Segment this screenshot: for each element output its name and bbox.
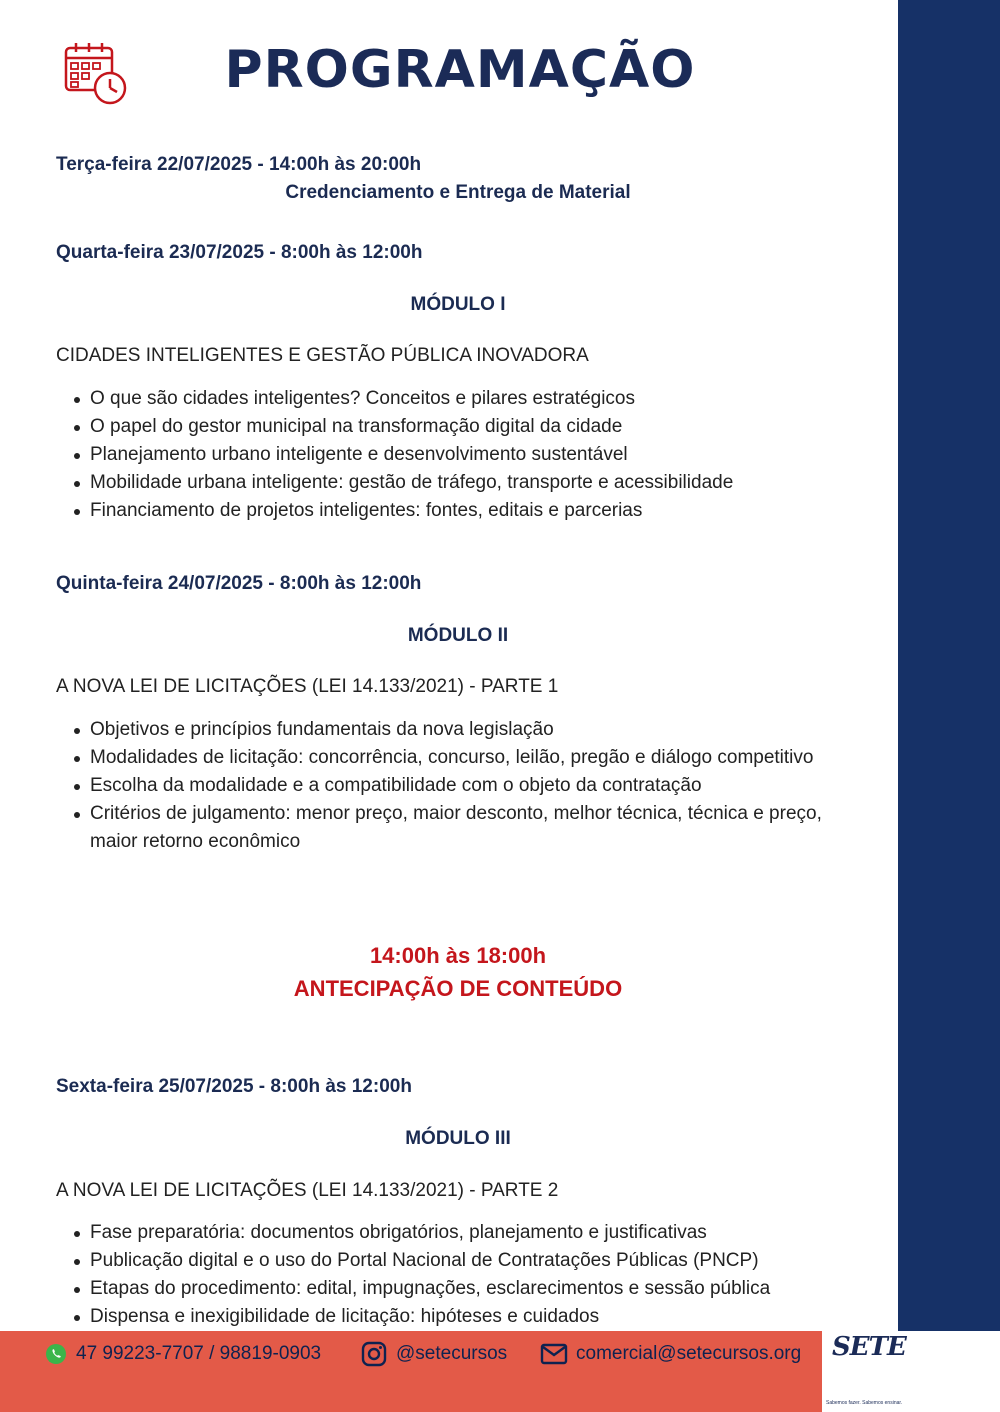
day1-subtitle: Credenciamento e Entrega de Material [285,182,631,203]
list-item: Publicação digital e o uso do Portal Nacional de Contratações Públicas (PNCP) [56,1247,876,1275]
list-item: Financiamento de projetos inteligentes: fontes, editais e parcerias [56,497,876,525]
list-item: Planejamento urbano inteligente e desenvolvimento sustentável [56,441,876,469]
afternoon-title: ANTECIPAÇÃO DE CONTEÚDO [293,976,623,1001]
day3-topic: A NOVA LEI DE LICITAÇÕES (LEI 14.133/2021) - PARTE 1 [56,676,559,697]
instagram-text: @setecursos [396,1343,508,1364]
day1-heading: Terça-feira 22/07/2025 - 14:00h às 20:00h [56,154,422,175]
footer-instagram[interactable] [360,1336,507,1372]
day2-topic: CIDADES INTELIGENTES E GESTÃO PÚBLICA INOVADORA [56,345,589,366]
list-item: Etapas do procedimento: edital, impugnações, esclarecimentos e sessão pública [56,1275,876,1303]
day2-module: MÓDULO I [410,294,506,315]
day3-heading: Quinta-feira 24/07/2025 - 8:00h às 12:00h [56,573,422,594]
list-item: Mobilidade urbana inteligente: gestão de tráfego, transporte e acessibilidade [56,469,876,497]
day4-heading: Sexta-feira 25/07/2025 - 8:00h às 12:00h [56,1076,412,1097]
calendar-clock-icon [62,40,130,108]
whatsapp-icon [44,1342,68,1366]
list-item: Fase preparatória: documentos obrigatórios, planejamento e justificativas [56,1219,876,1247]
email-icon [540,1343,568,1365]
list-item: Dispensa e inexigibilidade de licitação: hipóteses e cuidados [56,1303,876,1331]
list-item: Modalidades de licitação: concorrência, concurso, leilão, pregão e diálogo competitivo [56,744,856,772]
footer-email[interactable] [540,1336,801,1372]
right-accent-bar [898,0,1000,1412]
day2-item-list [56,385,876,525]
list-item: Objetivos e princípios fundamentais da nova legislação [56,716,856,744]
day4-item-list [56,1219,876,1331]
day3-item-list [56,716,856,856]
footer-phone[interactable] [44,1336,321,1372]
instagram-icon [360,1340,388,1368]
day3-module: MÓDULO II [407,625,509,646]
list-item: Critérios de julgamento: menor preço, maior desconto, melhor técnica, técnica e preço, maior retorno econômico [56,800,856,856]
page-title: PROGRAMAÇÃO [224,40,696,100]
logo-slogan: Sabemos fazer. Sabemos ensinar. [826,1400,903,1406]
list-item: O que são cidades inteligentes? Conceitos e pilares estratégicos [56,385,876,413]
day4-topic: A NOVA LEI DE LICITAÇÕES (LEI 14.133/2021) - PARTE 2 [56,1180,559,1201]
afternoon-time: 14:00h às 18:00h [369,943,547,968]
logo-wordmark: SETE [832,1332,906,1362]
day4-module: MÓDULO III [405,1128,511,1149]
email-text: comercial@setecursos.org [576,1343,802,1364]
day2-heading: Quarta-feira 23/07/2025 - 8:00h às 12:00h [56,242,423,263]
phone-text: 47 99223-7707 / 98819-0903 [76,1343,322,1364]
list-item: O papel do gestor municipal na transformação digital da cidade [56,413,876,441]
list-item: Escolha da modalidade e a compatibilidade com o objeto da contratação [56,772,856,800]
